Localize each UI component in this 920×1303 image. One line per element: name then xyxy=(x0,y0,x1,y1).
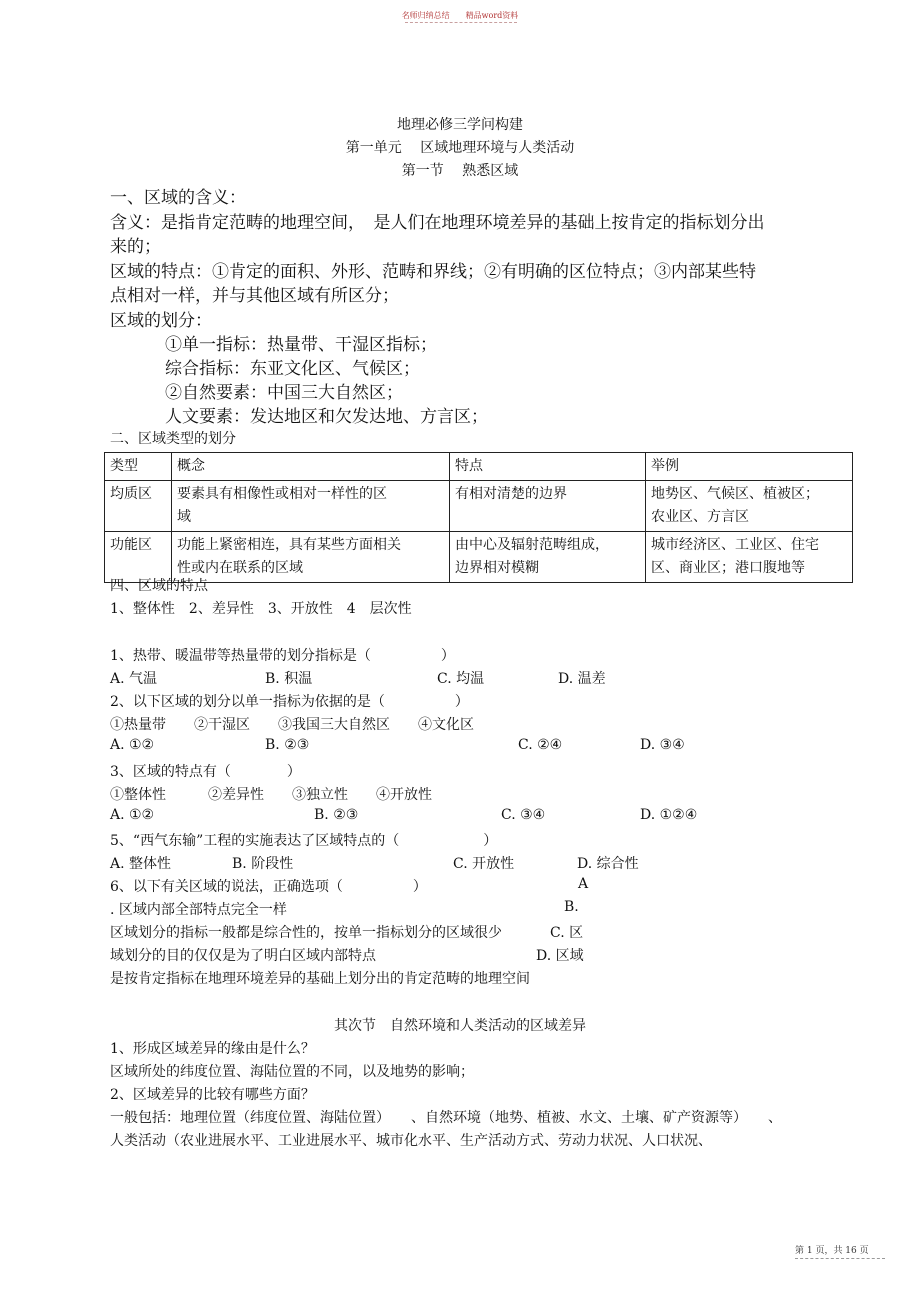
division-item-2: 综合指标：东亚文化区、气候区； xyxy=(165,359,420,379)
table-header-cell: 类型 xyxy=(105,453,172,481)
q3-option-b: B. ②③ xyxy=(314,807,359,823)
q6-option-a-label: A xyxy=(578,876,589,892)
q6-option-d-label: D. 区域 xyxy=(536,948,584,964)
q6-option-a-text: . 区域内部全部特点完全一样 xyxy=(110,902,287,918)
section1-heading: 一、区域的含义： xyxy=(110,188,246,208)
q3-option-c: C. ③④ xyxy=(501,807,546,823)
section4-heading: 四、区域的特点 xyxy=(110,578,208,594)
page-header-note: 名师归纳总结 精品word资料 xyxy=(401,11,519,20)
q5-option-c: C. 开放性 xyxy=(453,856,515,872)
table-header-cell: 举例 xyxy=(646,453,853,481)
q3-stem: 3、区域的特点有（ ） xyxy=(110,764,301,780)
table-cell: 地势区、气候区、植被区； 农业区、方言区 xyxy=(646,481,853,532)
table-cell: 有相对清楚的边界 xyxy=(450,481,646,532)
q2-option-b: B. ②③ xyxy=(265,737,310,753)
q6-option-c-text: 域划分的目的仅仅是为了明白区域内部特点 xyxy=(110,948,376,964)
table-cell: 要素具有相像性或相对一样性的区 域 xyxy=(172,481,450,532)
table-header-row xyxy=(105,453,853,481)
sec2-question-1: 1、形成区域差异的缘由是什么？ xyxy=(110,1041,315,1057)
table-header-cell: 概念 xyxy=(172,453,450,481)
q3-option-d: D. ①②④ xyxy=(640,807,698,823)
q5-option-d: D. 综合性 xyxy=(577,856,639,872)
q2-option-c: C. ②④ xyxy=(518,737,563,753)
division-heading: 区域的划分： xyxy=(110,311,212,331)
section2-title: 其次节 自然环境和人类活动的区域差异 xyxy=(334,1018,586,1034)
page-number: 第 1 页，共 16 页 xyxy=(795,1246,869,1256)
sec2-answer-2-line-1: 一般包括：地理位置（纬度位置、海陆位置） 、自然环境（地势、植被、水文、土壤、矿产资源等） 、 xyxy=(110,1110,782,1126)
section4-items: 1、整体性 2、差异性 3、开放性 4 层次性 xyxy=(110,601,412,617)
division-item-3: ②自然要素：中国三大自然区； xyxy=(165,383,403,403)
q6-option-b-label: B. xyxy=(564,899,579,915)
sec2-answer-1: 区域所处的纬度位置、海陆位置的不同，以及地势的影响； xyxy=(110,1064,474,1080)
q1-option-a: A. 气温 xyxy=(110,671,158,687)
region-type-table xyxy=(104,452,853,583)
table-header-cell: 特点 xyxy=(450,453,646,481)
q6-option-b-text: 区域划分的指标一般都是综合性的，按单一指标划分的区域很少 xyxy=(110,925,502,941)
q6-option-d-text: 是按肯定指标在地理环境差异的基础上划分出的肯定范畴的地理空间 xyxy=(110,971,530,987)
table-row xyxy=(105,481,853,532)
table-row xyxy=(105,532,853,583)
section2-heading: 二、区域类型的划分 xyxy=(110,431,236,447)
sec2-answer-2-line-2: 人类活动（农业进展水平、工业进展水平、城市化水平、生产活动方式、劳动力状况、人口状况、 xyxy=(110,1133,712,1149)
footer-divider xyxy=(795,1258,885,1259)
q6-option-c-label: C. 区 xyxy=(550,925,584,941)
q5-option-b: B. 阶段性 xyxy=(232,856,294,872)
sec2-question-2: 2、区域差异的比较有哪些方面？ xyxy=(110,1087,315,1103)
definition-line-1: 含义：是指肯定范畴的地理空间， 是人们在地理环境差异的基础上按肯定的指标划分出 xyxy=(110,213,765,233)
doc-title: 地理必修三学问构建 xyxy=(397,117,523,133)
table-cell: 功能区 xyxy=(105,532,172,583)
q2-options: ①热量带 ②干湿区 ③我国三大自然区 ④文化区 xyxy=(110,717,474,733)
table-cell: 均质区 xyxy=(105,481,172,532)
q2-option-d: D. ③④ xyxy=(640,737,685,753)
q5-option-a: A. 整体性 xyxy=(110,856,172,872)
q1-option-c: C. 均温 xyxy=(437,671,485,687)
q3-options: ①整体性 ②差异性 ③独立性 ④开放性 xyxy=(110,787,432,803)
table-cell: 由中心及辐射范畴组成， 边界相对模糊 xyxy=(450,532,646,583)
q2-stem: 2、以下区域的划分以单一指标为依据的是（ ） xyxy=(110,694,469,710)
q3-option-a: A. ①② xyxy=(110,807,155,823)
features-line-2: 点相对一样，并与其他区域有所区分； xyxy=(110,286,399,306)
definition-line-2: 来的； xyxy=(110,237,161,257)
features-line-1: 区域的特点：①肯定的面积、外形、范畴和界线；②有明确的区位特点；③内部某些特 xyxy=(110,262,756,282)
division-item-1: ①单一指标：热量带、干湿区指标； xyxy=(165,335,437,355)
q1-stem: 1、热带、暖温带等热量带的划分指标是（ ） xyxy=(110,648,455,664)
q2-option-a: A. ①② xyxy=(110,737,155,753)
unit-title: 第一单元 区域地理环境与人类活动 xyxy=(345,140,575,156)
q5-stem: 5、“西气东输”工程的实施表达了区域特点的（ ） xyxy=(110,833,498,849)
q1-option-d: D. 温差 xyxy=(558,671,606,687)
section-title: 第一节 熟悉区域 xyxy=(401,163,519,179)
header-divider xyxy=(405,22,517,23)
table-cell: 功能上紧密相连，具有某些方面相关 性或内在联系的区域 xyxy=(172,532,450,583)
q6-stem: 6、以下有关区域的说法，正确选项（ ） xyxy=(110,879,427,895)
division-item-4: 人文要素：发达地区和欠发达地、方言区； xyxy=(165,407,488,427)
table-cell: 城市经济区、工业区、住宅 区、商业区；港口腹地等 xyxy=(646,532,853,583)
q1-option-b: B. 积温 xyxy=(265,671,313,687)
